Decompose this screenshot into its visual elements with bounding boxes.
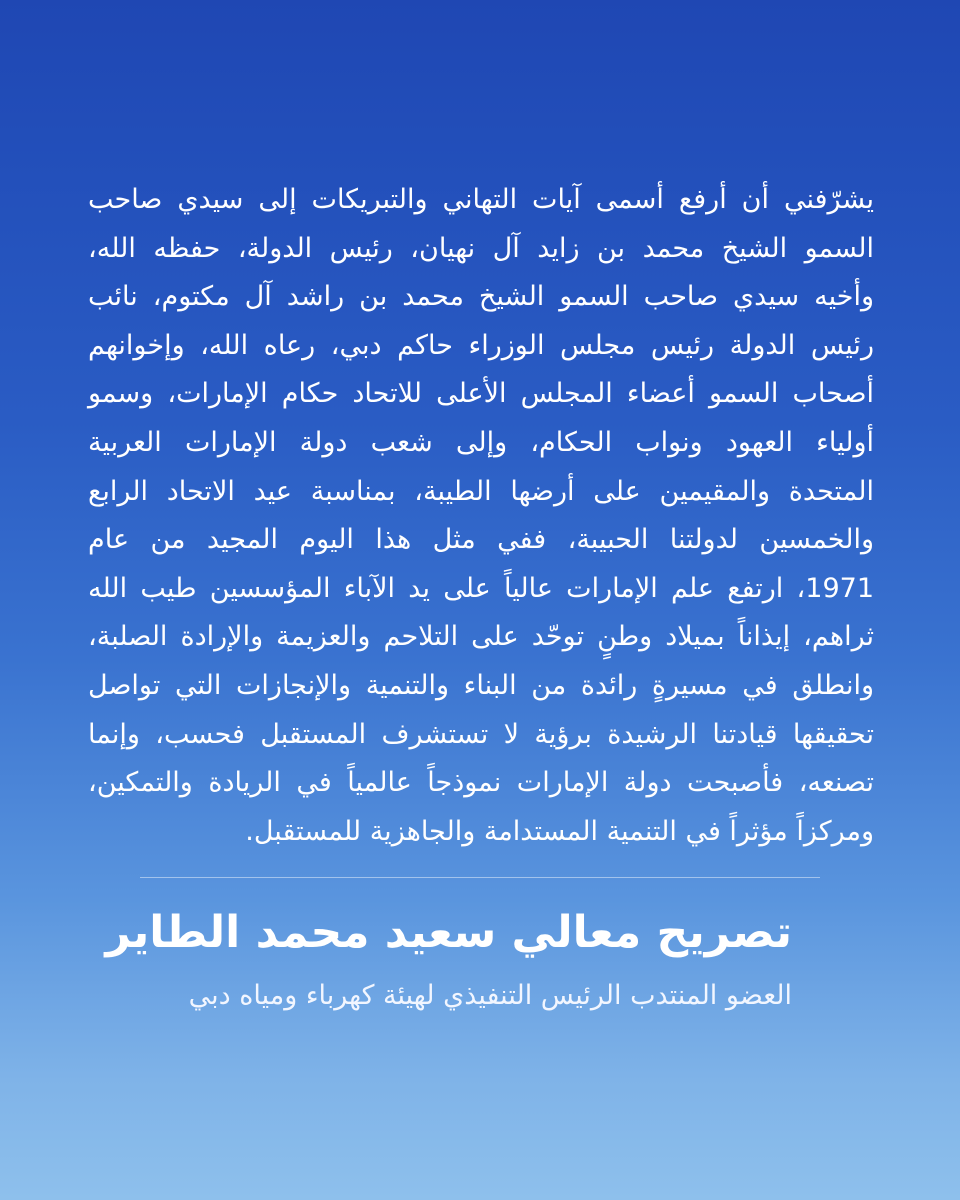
statement-line: ومركزاً مؤثراً في التنمية المستدامة والجاهزية للمستقبل. — [245, 815, 874, 847]
statement-text — [88, 176, 874, 856]
statement-line: يشرّفني أن أرفع أسمى آيات التهاني والتبريكات إلى سيدي صاحب — [88, 184, 874, 215]
statement-line: 1971، ارتفع علم الإمارات عالياً على يد الآباء المؤسسين طيب الله — [88, 572, 874, 604]
statement-line: تصنعه، فأصبحت دولة الإمارات نموذجاً عالمياً في الريادة والتمكين، — [88, 767, 874, 799]
statement-line: أصحاب السمو أعضاء المجلس الأعلى للاتحاد حكام الإمارات، وسمو — [88, 378, 874, 410]
speaker-title: العضو المنتدب الرئيس التنفيذي لهيئة كهرباء ومياه دبي — [188, 980, 792, 1011]
statement-line: ثراهم، إيذاناً بميلاد وطنٍ توحّد على التلاحم والعزيمة والإرادة الصلبة، — [88, 621, 874, 653]
statement-line: تحقيقها قيادتنا الرشيدة برؤية لا تستشرف المستقبل فحسب، وإنما — [88, 718, 874, 750]
statement-line: وأخيه سيدي صاحب السمو الشيخ محمد بن راشد آل مكتوم، نائب — [88, 281, 874, 313]
statement-line: المتحدة والمقيمين على أرضها الطيبة، بمناسبة عيد الاتحاد الرابع — [88, 475, 874, 507]
divider — [140, 877, 820, 878]
statement-line: وانطلق في مسيرةٍ رائدة من البناء والتنمية والإنجازات التي تواصل — [88, 669, 874, 701]
statement-line: والخمسين لدولتنا الحبيبة، ففي مثل هذا اليوم المجيد من عام — [88, 524, 874, 556]
speaker-name: تصريح معالي سعيد محمد الطاير — [105, 907, 792, 958]
statement-line: السمو الشيخ محمد بن زايد آل نهيان، رئيس الدولة، حفظه الله، — [88, 232, 874, 264]
statement-line: رئيس الدولة رئيس مجلس الوزراء حاكم دبي، رعاه الله، وإخوانهم — [88, 329, 874, 361]
statement-line: أولياء العهود ونواب الحكام، وإلى شعب دولة الإمارات العربية — [88, 426, 874, 458]
